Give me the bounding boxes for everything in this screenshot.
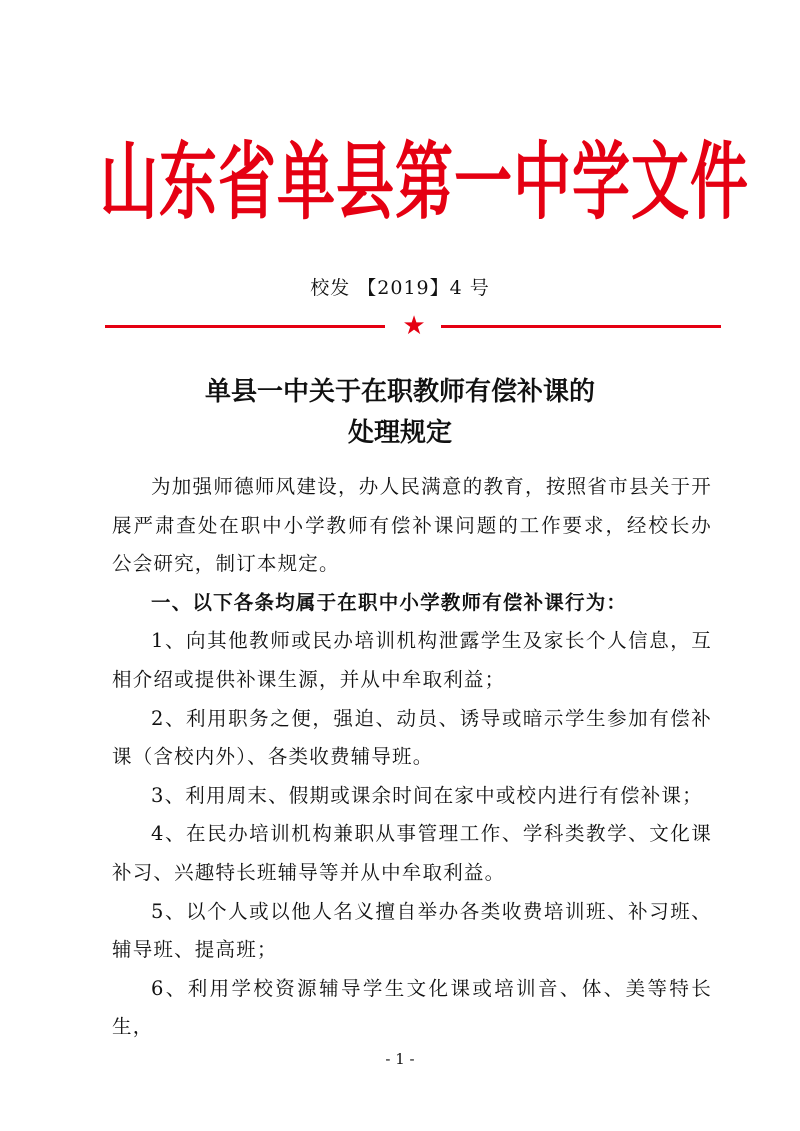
intro-paragraph: 为加强师德师风建设，办人民满意的教育，按照省市县关于开展严肃查处在职中小学教师有偿补课问题的工作要求，经校长办公会研究，制订本规定。 xyxy=(112,475,712,576)
document-title-line-1: 单县一中关于在职教师有偿补课的 xyxy=(204,377,595,407)
star-icon: ★ xyxy=(402,311,426,341)
document-number: 校发 【2019】4 号 xyxy=(310,277,490,299)
red-divider xyxy=(105,313,721,341)
list-item: 1、向其他教师或民办培训机构泄露学生及家长个人信息，互相介绍或提供补课生源，并从中牟取利益； xyxy=(112,629,712,691)
list-item: 4、在民办培训机构兼职从事管理工作、学科类教学、文化课补习、兴趣特长班辅导等并从中牟取利益。 xyxy=(112,822,712,884)
document-title-line-2: 处理规定 xyxy=(347,418,452,448)
divider-line-right xyxy=(441,325,721,328)
list-item: 3、利用周末、假期或课余时间在家中或校内进行有偿补课； xyxy=(151,783,703,807)
divider-line-left xyxy=(105,325,385,328)
list-item: 2、利用职务之便，强迫、动员、诱导或暗示学生参加有偿补课（含校内外）、各类收费辅导班。 xyxy=(112,706,712,769)
document-body xyxy=(112,468,712,1047)
page-number: - 1 - xyxy=(385,1050,415,1068)
list-item: 5、以个人或以他人名义擅自举办各类收费培训班、补习班、辅导班、提高班； xyxy=(112,899,712,962)
masthead-title: 山东省单县第一中学文件 xyxy=(100,132,750,232)
list-item: 6、利用学校资源辅导学生文化课或培训音、体、美等特长生， xyxy=(112,976,712,1039)
section-heading: 一、以下各条均属于在职中小学教师有偿补课行为： xyxy=(151,590,628,614)
